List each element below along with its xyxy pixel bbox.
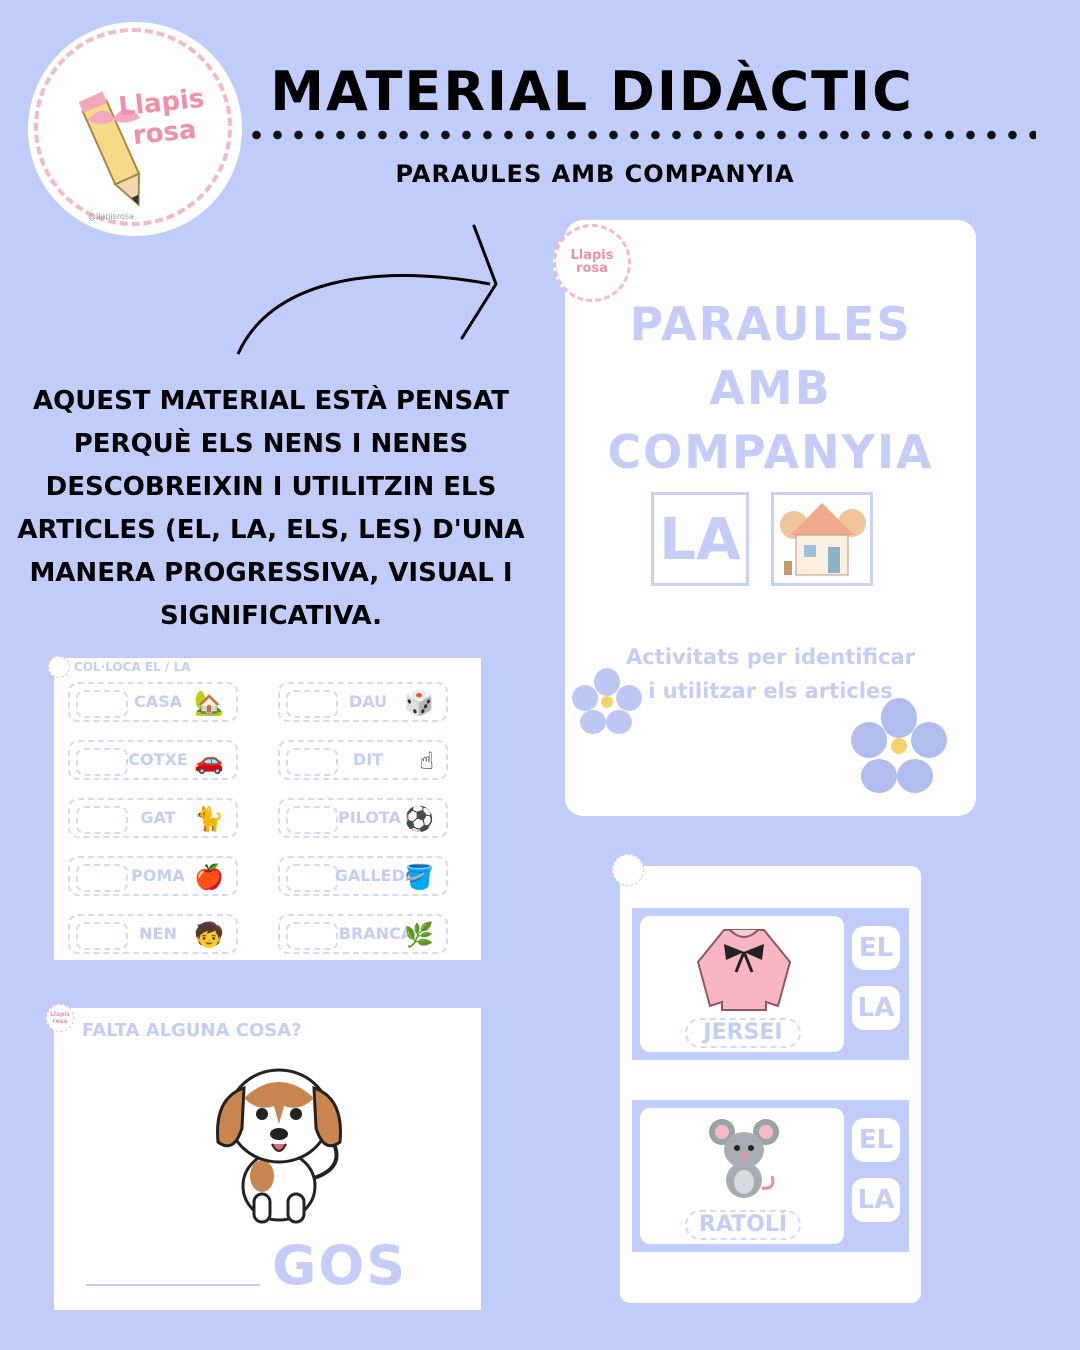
word-label: JERSEI [685,1018,801,1048]
choice-card [632,908,909,1060]
car-icon: 🚗 [194,747,224,775]
house-icon: 🏡 [194,689,224,717]
word-slot [68,798,238,838]
dice-icon: 🎲 [404,689,434,717]
answer-blank[interactable] [76,864,128,892]
page-subtitle: PARAULES AMB COMPANYIA [395,160,795,188]
logo-handle: @llapisrosa [88,212,134,221]
flower-icon [571,668,643,736]
boy-icon: 🧒 [194,921,224,949]
option-el[interactable]: EL [852,1118,900,1162]
worksheet-title: FALTA ALGUNA COSA? [82,1020,302,1041]
word-label: BRANCA [338,924,414,943]
worksheet-logo [612,854,644,886]
apple-icon: 🍎 [194,863,224,891]
word-label: COTXE [128,750,188,769]
sweater-icon [694,922,794,1012]
article-box: LA [651,492,749,586]
worksheet-missing-letter [50,1008,481,1310]
answer-blank[interactable] [76,748,128,776]
dotted-divider [246,128,1036,142]
answer-blank[interactable] [286,806,338,834]
word-slot [278,856,448,896]
arrow-icon [230,222,510,362]
word-label: GAT [140,808,176,827]
flower-icon [849,698,949,796]
word-slot [68,682,238,722]
choice-card [632,1100,909,1252]
word-label: PILOTA [338,808,401,827]
word-slot [68,856,238,896]
word-label: RATOLÍ [685,1210,801,1240]
description-text: AQUEST MATERIAL ESTÀ PENSAT PERQUÈ ELS NENS I NENES DESCOBREIXIN I UTILITZIN ELS ARTICLES (EL, LA, ELS, LES) D'UNA MANERA PROGRESSIVA, VISUAL I SIGNIFICATIVA. [17,386,525,631]
picture-area [640,916,844,1052]
word-label: POMA [131,866,185,885]
word-slot [278,914,448,954]
word-slot [68,740,238,780]
option-la[interactable]: LA [852,986,900,1030]
answer-blank[interactable] [286,690,338,718]
house-picture [771,492,873,586]
option-el[interactable]: EL [852,926,900,970]
cover-subtitle: Activitats per identificar i utilitzar els articles [625,645,916,703]
answer-blank[interactable] [76,922,128,950]
word-label: GOS [272,1234,408,1297]
mouse-icon [708,1116,780,1200]
option-la[interactable]: LA [852,1178,900,1222]
word-slot [278,740,448,780]
house-icon [774,495,870,583]
page-title: MATERIAL DIDÀCTIC [270,60,914,123]
word-label: CASA [133,692,183,711]
cover-card [565,220,976,816]
finger-icon: ☝ [419,747,434,775]
worksheet-logo: Llapis rosa [46,1004,74,1032]
word-slot [68,914,238,954]
worksheet-title: COL·LOCA EL / LA [74,660,191,674]
answer-blank[interactable] [76,806,128,834]
cat-icon: 🐈 [194,805,224,833]
word-label: DIT [352,750,384,769]
word-label: NEN [139,924,177,943]
picture-area [640,1108,844,1244]
branch-icon: 🌿 [404,921,434,949]
cover-title: PARAULES AMB COMPANYIA [607,297,934,479]
word-label: DAU [348,692,388,711]
answer-blank[interactable] [286,748,338,776]
bucket-icon: 🪣 [404,863,434,891]
brand-logo [28,22,242,236]
logo-text: Llapis rosa [117,83,206,152]
worksheet-logo [48,656,70,678]
cover-logo: Llapis rosa [553,224,631,302]
answer-line[interactable] [86,1284,260,1286]
answer-blank[interactable] [286,922,338,950]
word-slot [278,798,448,838]
word-label: GALLEDA [334,866,418,885]
ball-icon: ⚽ [404,805,434,833]
dog-icon [204,1058,354,1228]
word-slot [278,682,448,722]
answer-blank[interactable] [286,864,338,892]
worksheet-articles [54,658,481,960]
worksheet-choose-article [620,866,921,1303]
answer-blank[interactable] [76,690,128,718]
